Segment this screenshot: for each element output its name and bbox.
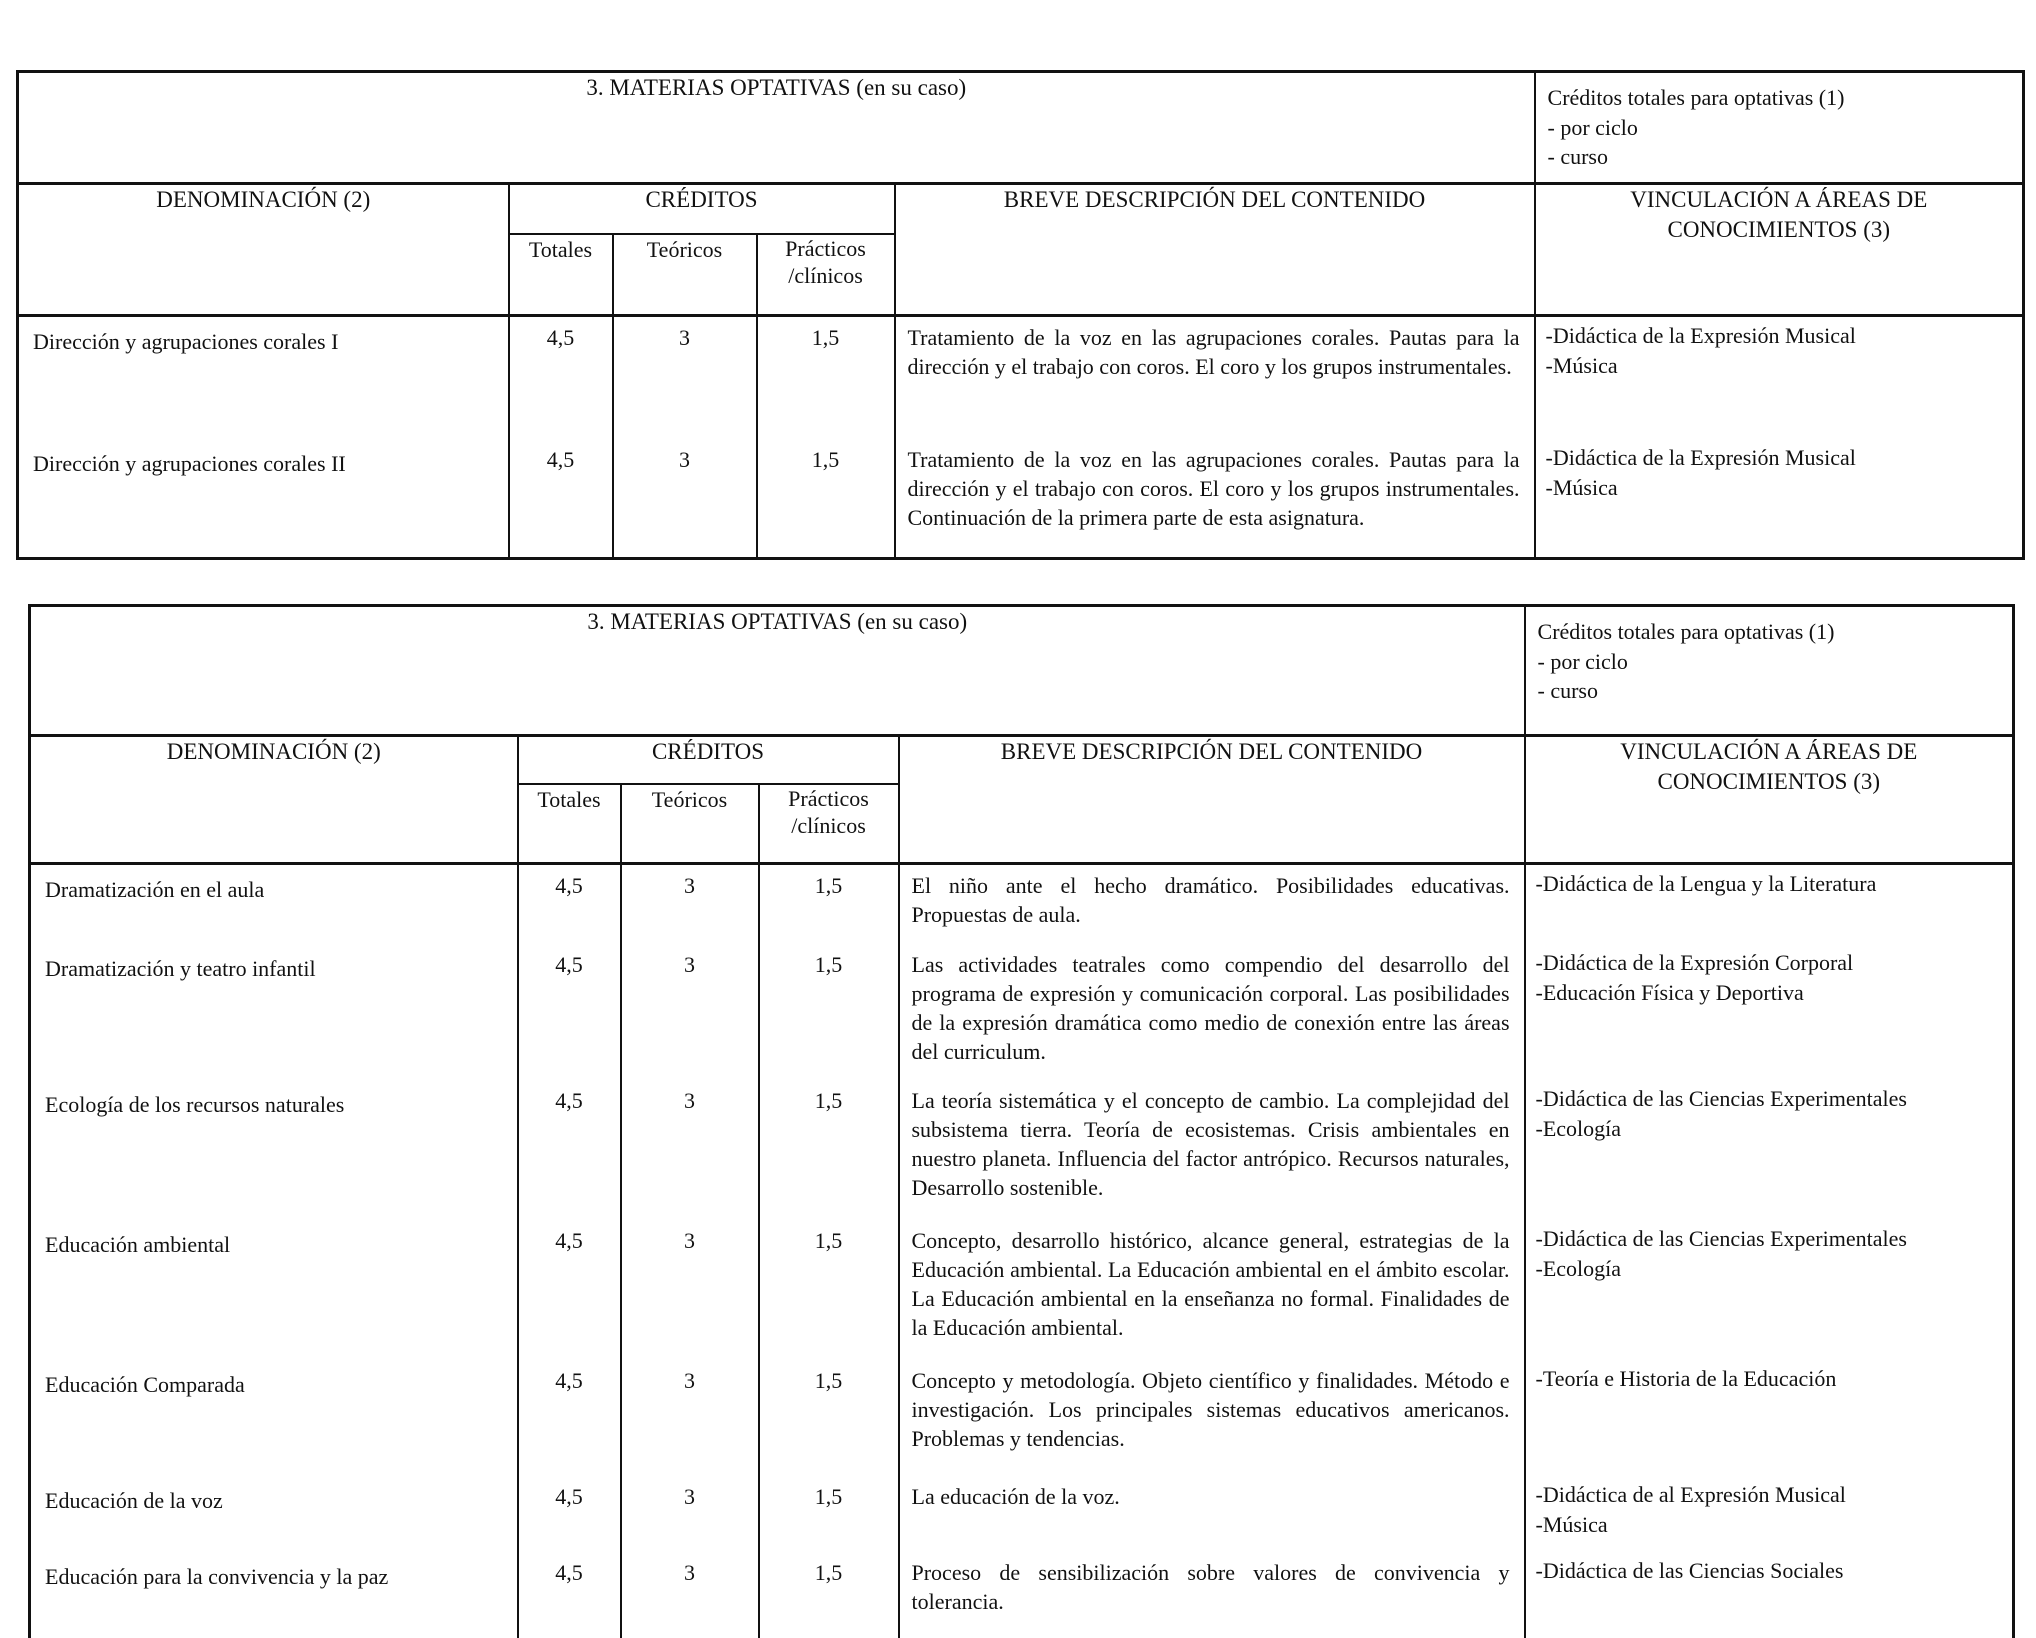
table-row — [30, 1080, 2014, 1220]
credits-practicos: 1,5 — [757, 439, 895, 559]
credits-teoricos: 3 — [621, 1552, 759, 1638]
subject-name: Ecología de los recursos naturales — [30, 1080, 518, 1220]
area-item: -Didáctica de la Expresión Corporal — [1535, 949, 1854, 975]
header-vinculacion: VINCULACIÓN A ÁREAS DE CONOCIMIENTOS (3) — [1525, 736, 2014, 864]
subject-description: Proceso de sensibilización sobre valores de convivencia y tolerancia. — [899, 1552, 1525, 1638]
header-practicos: Prácticos /clínicos — [759, 784, 899, 864]
header-totales: Totales — [509, 234, 613, 316]
area-item: -Educación Física y Deportiva — [1535, 979, 1804, 1005]
credit-total-box — [1525, 606, 2014, 736]
subject-name: Educación para la convivencia y la paz — [30, 1552, 518, 1638]
table-row — [30, 1220, 2014, 1360]
section-title: 3. MATERIAS OPTATIVAS (en su caso) — [30, 606, 1525, 736]
subject-description: Tratamiento de la voz en las agrupaciones corales. Pautas para la dirección y el trabajo con coros. El coro y los grupos instrumentales. — [895, 316, 1535, 440]
area-item: -Música — [1545, 353, 1618, 379]
credits-practicos: 1,5 — [759, 1220, 899, 1360]
header-descripcion: BREVE DESCRIPCIÓN DEL CONTENIDO — [899, 736, 1525, 864]
credits-practicos: 1,5 — [759, 1360, 899, 1476]
knowledge-areas — [1535, 439, 2024, 559]
header-descripcion: BREVE DESCRIPCIÓN DEL CONTENIDO — [895, 184, 1535, 316]
table-row — [30, 864, 2014, 944]
area-item: -Ecología — [1535, 1115, 1622, 1141]
area-item: -Didáctica de las Ciencias Experimentales — [1535, 1085, 1907, 1111]
credits-practicos: 1,5 — [759, 1080, 899, 1220]
credits-totales: 4,5 — [518, 1476, 621, 1552]
area-item: -Teoría e Historia de la Educación — [1535, 1365, 1837, 1391]
subject-name: Dirección y agrupaciones corales I — [18, 316, 509, 440]
credits-practicos: 1,5 — [759, 1476, 899, 1552]
header-teoricos: Teóricos — [621, 784, 759, 864]
table-row — [30, 944, 2014, 1080]
knowledge-areas — [1535, 316, 2024, 440]
credits-practicos: 1,5 — [759, 944, 899, 1080]
subject-description: Tratamiento de la voz en las agrupaciones corales. Pautas para la dirección y el trabajo con coros. El coro y los grupos instrumentales. Continuación de la primera parte de esta asignatura. — [895, 439, 1535, 559]
credit-total-box — [1535, 72, 2024, 184]
knowledge-areas — [1525, 944, 2014, 1080]
table-row — [30, 1552, 2014, 1638]
knowledge-areas — [1525, 1220, 2014, 1360]
knowledge-areas — [1525, 1476, 2014, 1552]
subject-description: Concepto y metodología. Objeto científico y finalidades. Método e investigación. Los principales sistemas educativos americanos. Problemas y tendencias. — [899, 1360, 1525, 1476]
table-row — [18, 316, 2024, 440]
credits-totales: 4,5 — [518, 944, 621, 1080]
header-creditos: CRÉDITOS — [518, 736, 899, 784]
optativas-table-1 — [16, 70, 2025, 560]
subject-description: El niño ante el hecho dramático. Posibilidades educativas. Propuestas de aula. — [899, 864, 1525, 944]
credit-total-label: Créditos totales para optativas (1) — [1547, 85, 1845, 110]
credits-teoricos: 3 — [621, 1476, 759, 1552]
area-item: -Didáctica de las Ciencias Experimentales — [1535, 1225, 1907, 1251]
table-row — [18, 439, 2024, 559]
credits-teoricos: 3 — [621, 1220, 759, 1360]
subject-name: Dramatización en el aula — [30, 864, 518, 944]
credits-teoricos: 3 — [613, 316, 757, 440]
optativas-table-2 — [28, 604, 2015, 1638]
area-item: -Didáctica de la Expresión Musical — [1545, 445, 1856, 471]
credits-teoricos: 3 — [621, 864, 759, 944]
area-item: -Música — [1545, 475, 1618, 501]
subject-description: Las actividades teatrales como compendio del desarrollo del programa de expresión y comunicación corporal. Las posibilidades de la expresión dramática como medio de conexión entre las áreas del curriculum. — [899, 944, 1525, 1080]
subject-description: La educación de la voz. — [899, 1476, 1525, 1552]
subject-name: Dirección y agrupaciones corales II — [18, 439, 509, 559]
credits-totales: 4,5 — [518, 1220, 621, 1360]
section-title: 3. MATERIAS OPTATIVAS (en su caso) — [18, 72, 1535, 184]
subject-name: Educación ambiental — [30, 1220, 518, 1360]
area-item: -Didáctica de al Expresión Musical — [1535, 1481, 1846, 1507]
subject-description: Concepto, desarrollo histórico, alcance general, estrategias de la Educación ambiental. La Educación ambiental en el ámbito escolar. La Educación ambiental en la enseñanza no formal. Finalidades de la Educación ambiental. — [899, 1220, 1525, 1360]
credit-total-label: Créditos totales para optativas (1) — [1537, 619, 1835, 644]
credit-per-course: - curso — [1537, 678, 1598, 704]
table-row — [30, 1360, 2014, 1476]
credit-per-cycle: - por ciclo — [1537, 648, 1628, 674]
header-practicos: Prácticos /clínicos — [757, 234, 895, 316]
credits-totales: 4,5 — [509, 439, 613, 559]
subject-name: Dramatización y teatro infantil — [30, 944, 518, 1080]
area-item: -Didáctica de las Ciencias Sociales — [1535, 1557, 1844, 1583]
credits-teoricos: 3 — [621, 1360, 759, 1476]
area-item: -Didáctica de la Expresión Musical — [1545, 323, 1856, 349]
header-creditos: CRÉDITOS — [509, 184, 895, 234]
area-item: -Didáctica de la Lengua y la Literatura — [1535, 871, 1877, 896]
credits-totales: 4,5 — [518, 1552, 621, 1638]
area-item: -Música — [1535, 1511, 1608, 1537]
header-totales: Totales — [518, 784, 621, 864]
credits-practicos: 1,5 — [757, 316, 895, 440]
header-denominacion: DENOMINACIÓN (2) — [30, 736, 518, 864]
header-teoricos: Teóricos — [613, 234, 757, 316]
credits-practicos: 1,5 — [759, 1552, 899, 1638]
credits-teoricos: 3 — [621, 944, 759, 1080]
header-vinculacion: VINCULACIÓN A ÁREAS DE CONOCIMIENTOS (3) — [1535, 184, 2024, 316]
subject-description: La teoría sistemática y el concepto de cambio. La complejidad del subsistema tierra. Teoría de ecosistemas. Crisis ambientales en nuestro planeta. Influencia del factor antrópico. Recursos naturales, Desarrollo sostenible. — [899, 1080, 1525, 1220]
credits-totales: 4,5 — [509, 316, 613, 440]
header-denominacion: DENOMINACIÓN (2) — [18, 184, 509, 316]
credits-teoricos: 3 — [613, 439, 757, 559]
credits-totales: 4,5 — [518, 1080, 621, 1220]
credits-totales: 4,5 — [518, 864, 621, 944]
credit-per-course: - curso — [1547, 144, 1608, 170]
knowledge-areas — [1525, 864, 2014, 944]
knowledge-areas — [1525, 1360, 2014, 1476]
area-item: -Ecología — [1535, 1255, 1622, 1281]
knowledge-areas — [1525, 1552, 2014, 1638]
credits-teoricos: 3 — [621, 1080, 759, 1220]
table-row — [30, 1476, 2014, 1552]
credits-totales: 4,5 — [518, 1360, 621, 1476]
credits-practicos: 1,5 — [759, 864, 899, 944]
subject-name: Educación de la voz — [30, 1476, 518, 1552]
credit-per-cycle: - por ciclo — [1547, 114, 1638, 140]
knowledge-areas — [1525, 1080, 2014, 1220]
subject-name: Educación Comparada — [30, 1360, 518, 1476]
